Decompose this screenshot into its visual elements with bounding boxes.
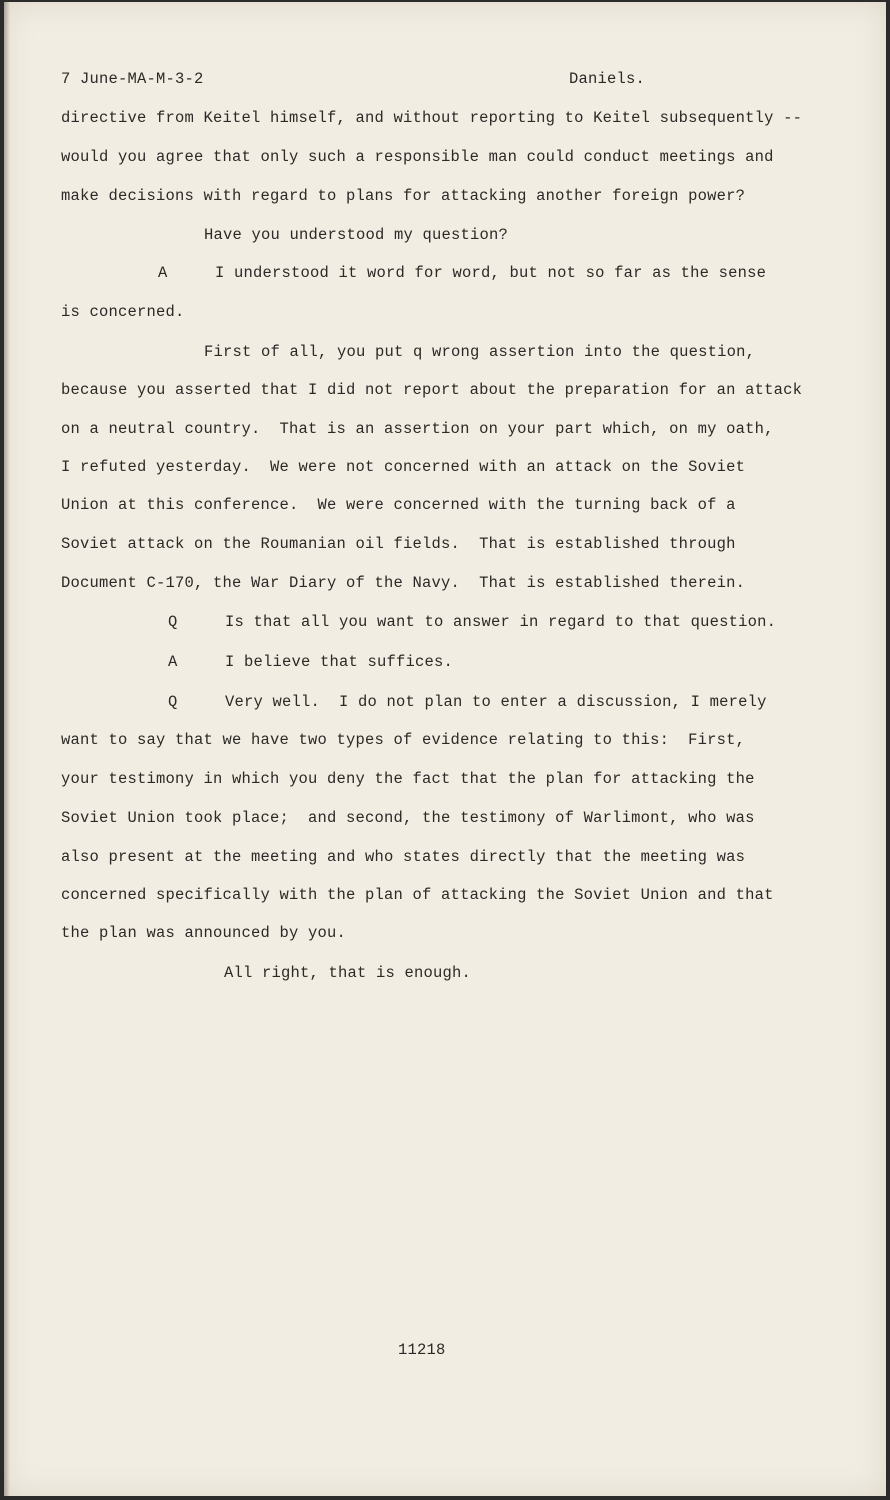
body-line: because you asserted that I did not report about the preparation for an attack — [61, 381, 803, 399]
document-page — [4, 2, 886, 1496]
body-line: Soviet Union took place; and second, the testimony of Warlimont, who was — [61, 809, 755, 827]
body-line: Soviet attack on the Roumanian oil fields. That is established through — [61, 535, 736, 553]
page-number: 11218 — [398, 1341, 446, 1359]
body-line: concerned specifically with the plan of attacking the Soviet Union and that — [61, 886, 774, 904]
body-line: would you agree that only such a responsible man could conduct meetings and — [61, 148, 774, 166]
body-line: on a neutral country. That is an assertion on your part which, on my oath, — [61, 420, 774, 438]
body-line: A I believe that suffices. — [168, 653, 454, 671]
header-name: Daniels. — [569, 70, 646, 88]
body-line: All right, that is enough. — [224, 964, 472, 982]
body-line: First of all, you put q wrong assertion into the question, — [204, 343, 756, 361]
body-line: make decisions with regard to plans for attacking another foreign power? — [61, 187, 746, 205]
body-line: I refuted yesterday. We were not concerned with an attack on the Soviet — [61, 458, 746, 476]
body-line: Q Very well. I do not plan to enter a discussion, I merely — [168, 693, 767, 711]
body-line: your testimony in which you deny the fact that the plan for attacking the — [61, 770, 755, 788]
body-line: Document C-170, the War Diary of the Navy. That is established therein. — [61, 574, 746, 592]
body-line: want to say that we have two types of evidence relating to this: First, — [61, 731, 746, 749]
body-line: Have you understood my question? — [204, 226, 509, 244]
body-line: Q Is that all you want to answer in regard to that question. — [168, 613, 777, 631]
body-line: directive from Keitel himself, and without reporting to Keitel subsequently -- — [61, 109, 803, 127]
body-line: is concerned. — [61, 303, 185, 321]
body-line: Union at this conference. We were concerned with the turning back of a — [61, 496, 736, 514]
header-reference: 7 June-MA-M-3-2 — [61, 70, 204, 88]
body-line: A I understood it word for word, but not so far as the sense — [158, 264, 767, 282]
body-line: also present at the meeting and who states directly that the meeting was — [61, 848, 746, 866]
body-line: the plan was announced by you. — [61, 924, 347, 942]
page-edge-shadow — [4, 2, 10, 1496]
